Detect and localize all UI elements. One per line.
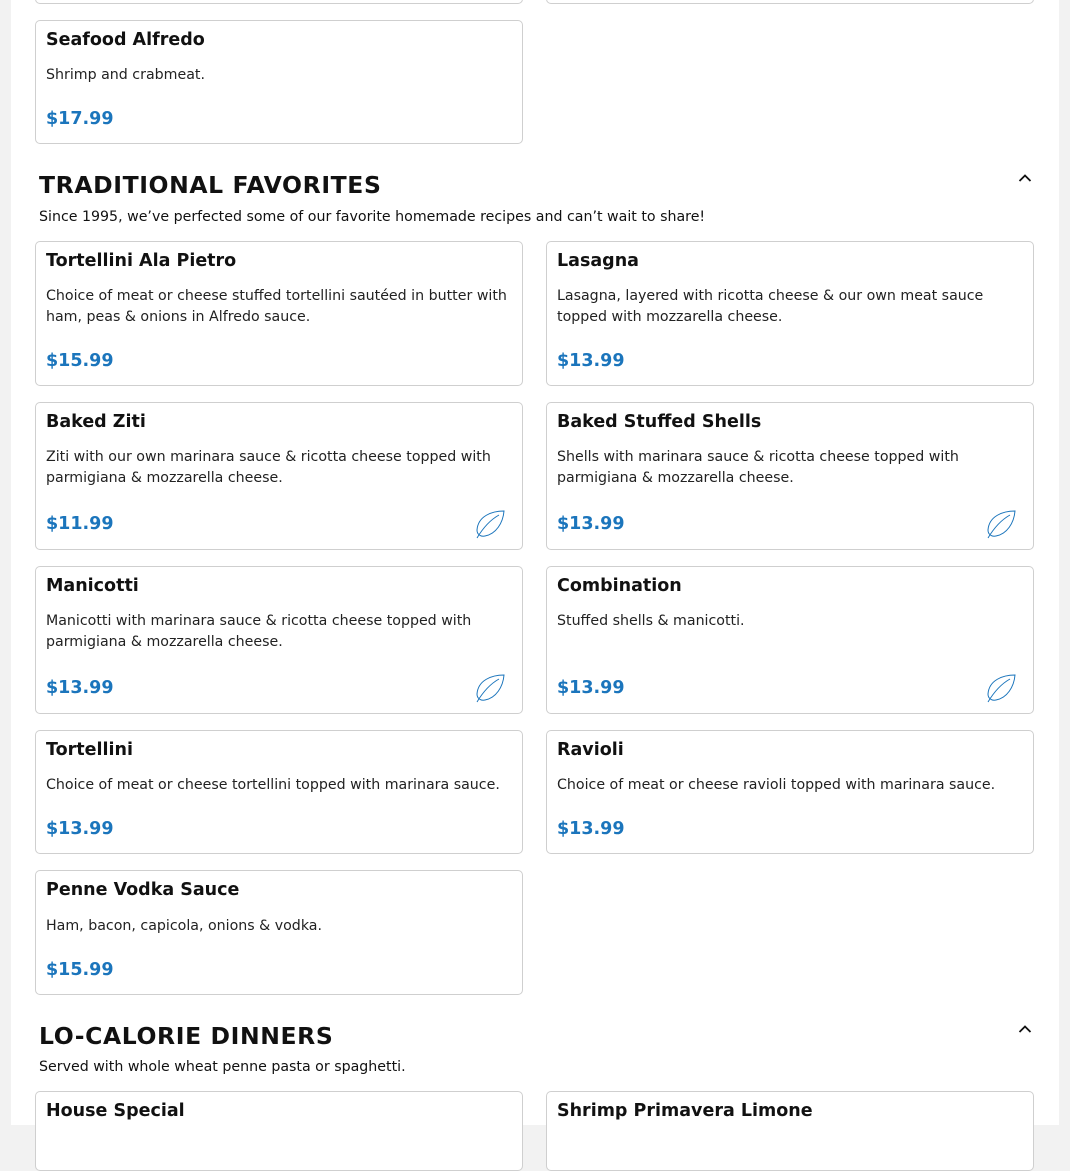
menu-item-card[interactable] [546, 241, 1034, 386]
menu-item-description: Stuffed shells & manicotti. [557, 613, 745, 629]
menu-item-description: Choice of meat or cheese ravioli topped with marinara sauce. [557, 777, 996, 793]
menu-item-card[interactable] [546, 566, 1034, 714]
menu-item-name: Penne Vodka Sauce [46, 880, 240, 900]
menu-item-card[interactable] [546, 1091, 1034, 1171]
section-toggle-button[interactable] [1014, 1018, 1036, 1040]
menu-page [11, 0, 1059, 1125]
menu-item-price: $13.99 [557, 351, 625, 371]
menu-item-card[interactable] [35, 402, 523, 550]
menu-item-card[interactable] [35, 241, 523, 386]
vegetarian-leaf-icon [985, 508, 1017, 540]
menu-item-name: Seafood Alfredo [46, 30, 205, 50]
menu-item-name: Lasagna [557, 251, 639, 271]
menu-item-price: $11.99 [46, 514, 114, 534]
section-subtitle: Since 1995, we’ve perfected some of our favorite homemade recipes and can’t wait to share! [39, 209, 706, 225]
menu-item-card[interactable] [35, 20, 523, 144]
menu-item-name: Tortellini [46, 740, 133, 760]
menu-item-price: $13.99 [557, 514, 625, 534]
section-toggle-button[interactable] [1014, 167, 1036, 189]
menu-item-name: Shrimp Primavera Limone [557, 1101, 813, 1121]
menu-item-card[interactable] [35, 566, 523, 714]
menu-item-card[interactable] [35, 870, 523, 995]
menu-item-description: Ham, bacon, capicola, onions & vodka. [46, 918, 322, 934]
section-subtitle: Served with whole wheat penne pasta or spaghetti. [39, 1059, 406, 1075]
menu-item-description: Shells with marinara sauce & ricotta cheese topped with parmigiana & mozzarella cheese. [557, 449, 959, 486]
vegetarian-leaf-icon [985, 672, 1017, 704]
menu-item-name: Manicotti [46, 576, 139, 596]
section-title: TRADITIONAL FAVORITES [39, 171, 382, 199]
menu-item-description: Manicotti with marinara sauce & ricotta cheese topped with parmigiana & mozzarella cheese. [46, 613, 472, 650]
menu-item-price: $13.99 [557, 819, 625, 839]
menu-item-name: Tortellini Ala Pietro [46, 251, 237, 271]
menu-item-card[interactable] [35, 730, 523, 854]
menu-item-description: Lasagna, layered with ricotta cheese & our own meat sauce topped with mozzarella cheese. [557, 288, 984, 325]
chevron-up-icon [1018, 173, 1032, 183]
menu-item-description: Ziti with our own marinara sauce & ricotta cheese topped with parmigiana & mozzarella cheese. [46, 449, 491, 486]
menu-item-card-partial[interactable] [35, 0, 523, 4]
menu-item-price: $13.99 [557, 678, 625, 698]
menu-item-card-partial[interactable] [546, 0, 1034, 4]
menu-item-name: Ravioli [557, 740, 624, 760]
menu-item-price: $13.99 [46, 819, 114, 839]
menu-item-card[interactable] [546, 402, 1034, 550]
menu-item-name: Combination [557, 576, 682, 596]
menu-item-name: Baked Stuffed Shells [557, 412, 762, 432]
menu-item-price: $15.99 [46, 351, 114, 371]
section-title: LO-CALORIE DINNERS [39, 1022, 334, 1050]
menu-item-name: House Special [46, 1101, 185, 1121]
menu-item-card[interactable] [35, 1091, 523, 1171]
menu-item-card[interactable] [546, 730, 1034, 854]
menu-item-description: Shrimp and crabmeat. [46, 67, 205, 83]
menu-item-description: Choice of meat or cheese tortellini topped with marinara sauce. [46, 777, 500, 793]
menu-item-price: $17.99 [46, 109, 114, 129]
menu-item-price: $15.99 [46, 960, 114, 980]
chevron-up-icon [1018, 1024, 1032, 1034]
vegetarian-leaf-icon [474, 508, 506, 540]
menu-item-price: $13.99 [46, 678, 114, 698]
menu-item-name: Baked Ziti [46, 412, 146, 432]
menu-item-description: Choice of meat or cheese stuffed tortellini sautéed in butter with ham, peas & onions in Alfredo sauce. [46, 288, 507, 325]
vegetarian-leaf-icon [474, 672, 506, 704]
